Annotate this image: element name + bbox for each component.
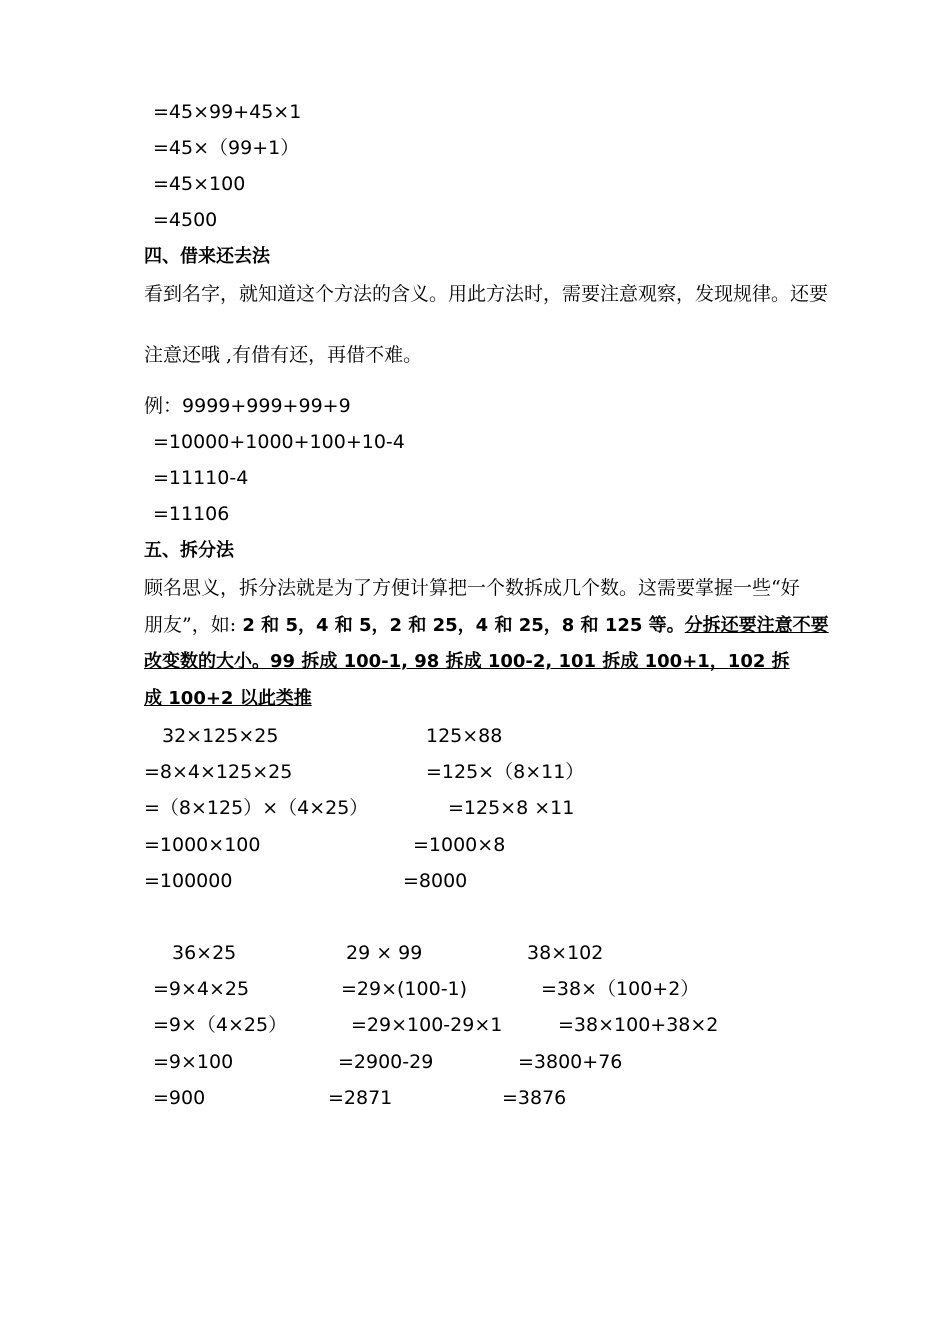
calc-line: =38×（100+2） xyxy=(541,978,700,1000)
paragraph-line: 注意还哦 ,有借有还，再借不难。 xyxy=(144,344,423,366)
paragraph-text: 朋友”，如: xyxy=(144,614,237,636)
section-heading: 五、拆分法 xyxy=(144,540,234,561)
calc-line: =3800+76 xyxy=(518,1051,623,1073)
section-heading: 四、借来还去法 xyxy=(144,246,270,267)
calc-line: =38×100+38×2 xyxy=(558,1014,719,1036)
calc-line: =45×100 xyxy=(153,173,246,195)
paragraph-bold-text: 2 和 5，4 和 5，2 和 25，4 和 25，8 和 125 等。 xyxy=(236,615,685,636)
paragraph-line xyxy=(144,613,829,638)
calc-line: =29×(100-1) xyxy=(341,978,468,1000)
calc-line: =（8×125）×（4×25） xyxy=(144,797,369,819)
calc-line: 125×88 xyxy=(426,725,503,747)
calc-line: =2871 xyxy=(328,1087,393,1109)
calc-line: =9×100 xyxy=(153,1051,234,1073)
calc-line: =1000×8 xyxy=(413,834,506,856)
example-expr: 9999+999+99+9 xyxy=(182,395,351,417)
calc-line: =9×4×25 xyxy=(153,978,250,1000)
paragraph-line: 看到名字，就知道这个方法的含义。用此方法时，需要注意观察，发现规律。还要 xyxy=(144,283,829,305)
calc-line: =9×（4×25） xyxy=(153,1014,288,1036)
example-line xyxy=(144,394,351,418)
calc-line: 36×25 xyxy=(172,942,237,964)
calc-line: 32×125×25 xyxy=(162,725,279,747)
paragraph-underlined-text: 分拆还要注意不要 xyxy=(684,615,829,636)
calc-line: =2900-29 xyxy=(338,1051,434,1073)
calc-line: =45×99+45×1 xyxy=(153,101,302,123)
paragraph-line: 顾名思义，拆分法就是为了方便计算把一个数拆成几个数。这需要掌握一些“好 xyxy=(144,577,800,599)
calc-line: =100000 xyxy=(144,870,233,892)
paragraph-underlined-line: 改变数的大小。99 拆成 100-1, 98 拆成 100-2, 101 拆成 100+1，102 拆 xyxy=(144,651,790,672)
calc-line: =1000×100 xyxy=(144,834,261,856)
calc-line: =900 xyxy=(153,1087,206,1109)
calc-line: =3876 xyxy=(502,1087,567,1109)
calc-line: =8×4×125×25 xyxy=(144,761,293,783)
calc-line: =11110-4 xyxy=(153,467,249,489)
calc-line: 38×102 xyxy=(527,942,604,964)
calc-line: =45×（99+1） xyxy=(153,137,300,159)
calc-line: =4500 xyxy=(153,209,218,231)
calc-line: =29×100-29×1 xyxy=(351,1014,503,1036)
calc-line: =125×8 ×11 xyxy=(448,797,575,819)
calc-line: 29 × 99 xyxy=(346,942,423,964)
example-label: 例： xyxy=(144,395,183,417)
paragraph-underlined-line: 成 100+2 以此类推 xyxy=(144,688,312,709)
calc-line: =125×（8×11） xyxy=(426,761,585,783)
calc-line: =8000 xyxy=(403,870,468,892)
calc-line: =11106 xyxy=(153,503,230,525)
calc-line: =10000+1000+100+10-4 xyxy=(153,431,405,453)
